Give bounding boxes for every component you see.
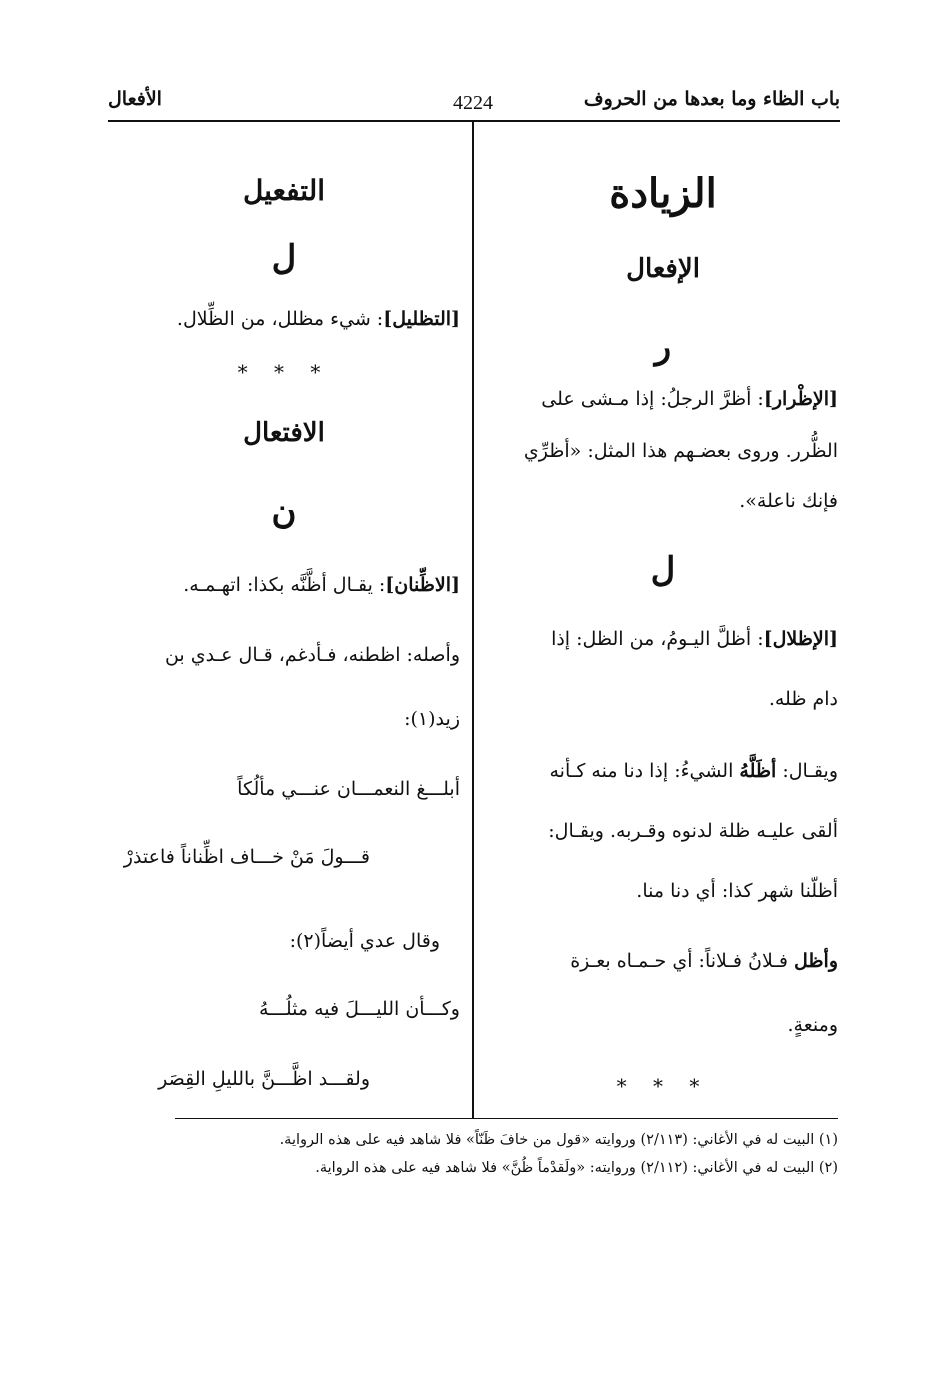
footnote-2: (٢) البيت له في الأغاني: (٢/١١٢) وروايته: «ولَقدْماً ظُنَّ» فلا شاهد فيه على هذه الرواية.: [315, 1160, 838, 1176]
entry-azalla-fulan-line2: ومنعةٍ.: [787, 1014, 838, 1036]
letter-ra: ر: [654, 327, 672, 367]
footnotes: [175, 1126, 838, 1182]
entry-tazlil: [التظليل]: شيء مظلل، من الظِّلال.: [176, 308, 460, 330]
entry-izrar-line2: الظُّرر. وروى بعضـهم هذا المثل: «أظرِّي: [523, 440, 838, 462]
chapter-title: باب الظاء وما بعدها من الحروف: [583, 88, 840, 110]
entry-azalla-fulan-line1: وأظل فـلانُ فـلاناً: أي حـمـاه بعـزة: [570, 950, 838, 972]
section-separator-stars: * * *: [616, 1074, 710, 1098]
entry-izzinan-line2: وأصله: اظطنه، فـأدغم، قـال عـدي بن: [164, 644, 460, 666]
entry-azallahu-line3: أظلّنا شهر كذا: أي دنا منا.: [636, 880, 838, 902]
page-number: 4224: [453, 92, 493, 114]
section-separator-stars-left: * * *: [237, 360, 331, 384]
entry-izzinan-line1: [الاظِّنان]: يقـال أظَّنَّه بكذا: اتهـمـه.: [183, 574, 460, 596]
verse1-hemistich1: أبلـــغ النعمـــان عنـــي مألُكاً: [237, 778, 460, 800]
term-tazlil: [التظليل]: [383, 308, 460, 330]
running-head: [108, 86, 840, 122]
quote-intro: وقال عدي أيضاً(٢):: [289, 930, 440, 952]
term-azallahu: أظَلَّهُ: [739, 760, 777, 782]
footnote-1: (١) البيت له في الأغاني: (٢/١١٣) وروايته «قول من خافَ ظَنّاً» فلا شاهد فيه على هذه الرواية.: [279, 1132, 838, 1148]
entry-izrar-line1: [الإظْرار]: أظرَّ الرجلُ: إذا مـشى على: [541, 388, 838, 410]
entry-izlal-line1: [الإظلال]: أظلَّ اليـومُ، من الظل: إذا: [551, 628, 838, 650]
footnote-rule: [175, 1118, 838, 1119]
entry-izzinan-line3: زيد(١):: [404, 708, 460, 730]
verse2-hemistich2: ولقـــد اظَّـــنَّ بالليلِ القِصَر: [158, 1068, 370, 1090]
term-izlal: [الإظلال]: [763, 628, 838, 650]
term-izzinan: [الاظِّنان]: [385, 574, 460, 596]
letter-lam-tafil: ل: [271, 238, 297, 278]
right-column: [488, 122, 838, 1118]
letter-nun: ن: [271, 492, 297, 532]
letter-lam: ل: [650, 550, 676, 590]
heading-tafil: التفعيل: [242, 174, 326, 207]
entry-azallahu-line2: ألقى عليـه ظلة لدنوه وقـربه. ويقـال:: [548, 820, 838, 842]
term-izrar: [الإظْرار]: [763, 388, 838, 410]
term-azalla: وأظل: [794, 950, 838, 972]
entry-azallahu-line1: ويقـال: أظَلَّهُ الشيءُ: إذا دنا منه كـأنه: [549, 760, 838, 782]
heading-ziyada: الزيادة: [609, 170, 717, 217]
verse2-hemistich1: وكـــأن الليـــلَ فيه مثلُـــهُ: [258, 998, 460, 1020]
verse1-hemistich2: قـــولَ مَنْ خـــاف اظِّناناً فاعتذرْ: [123, 846, 370, 868]
section-title: الأفعال: [108, 88, 162, 110]
entry-izrar-line3: فإنك ناعلة».: [739, 490, 838, 512]
heading-iftial: الافتعال: [243, 418, 325, 448]
column-divider: [472, 122, 474, 1118]
left-column: [108, 122, 460, 1118]
entry-izlal-line2: دام ظله.: [768, 688, 838, 710]
heading-ifal: الإفعال: [626, 254, 700, 284]
